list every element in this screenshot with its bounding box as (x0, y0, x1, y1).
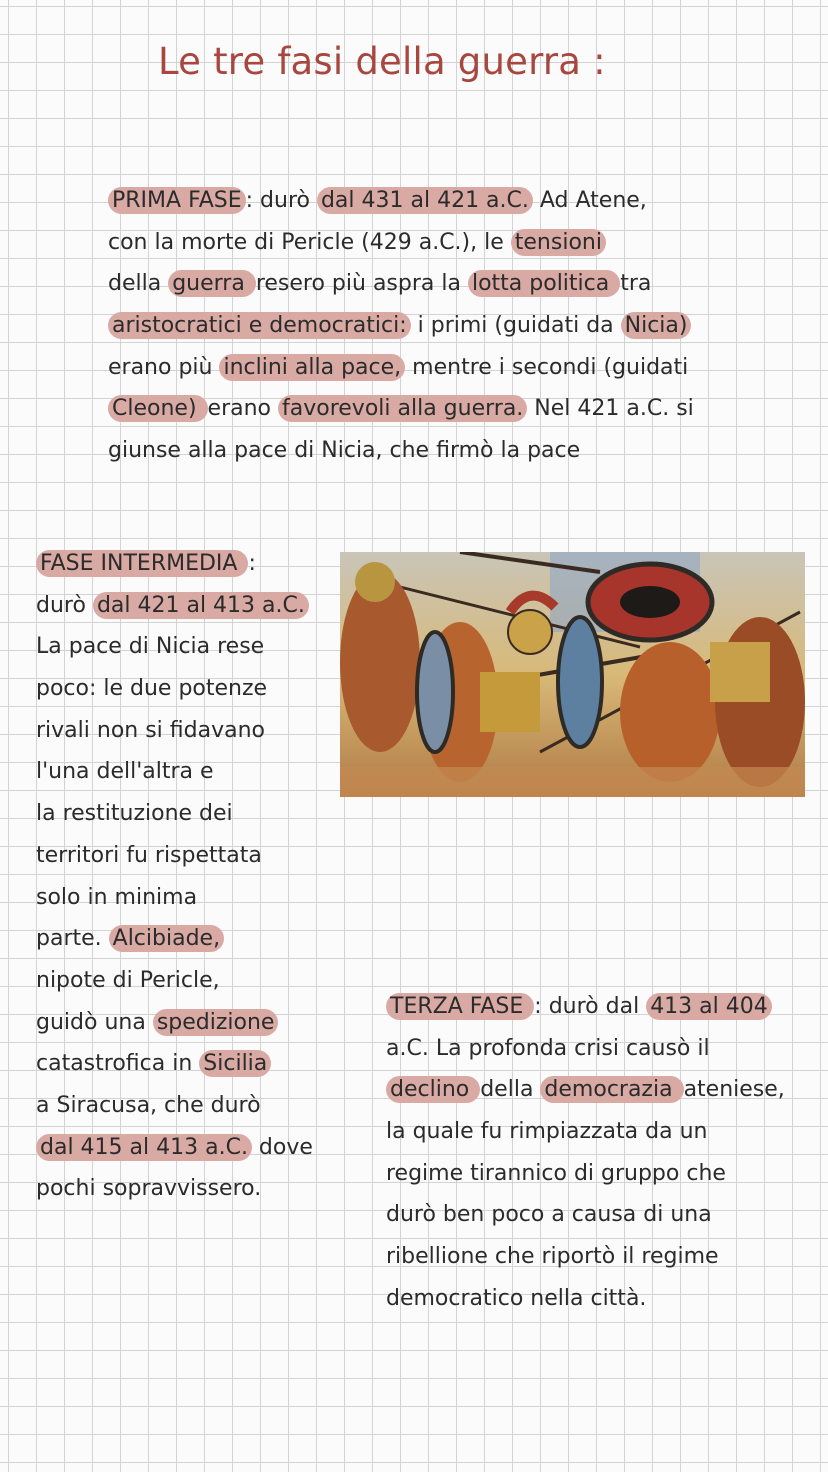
terza-fase-paragraph (386, 986, 785, 1320)
highlighted-text: dal 421 al 413 a.C. (93, 592, 309, 619)
highlighted-text: declino (386, 1076, 480, 1103)
text-line (36, 626, 313, 668)
text-segment: la quale fu rimpiazzata da un (386, 1119, 708, 1145)
highlighted-text: tensioni (511, 229, 606, 256)
text-line (36, 835, 313, 877)
highlighted-text: lotta politica (468, 270, 620, 297)
text-segment: : (248, 551, 256, 576)
text-segment: pochi sopravvissero. (36, 1176, 262, 1202)
text-segment: rivali non si fidavano (36, 717, 265, 743)
text-line (386, 1194, 785, 1236)
text-segment: erano (207, 396, 278, 422)
fase-intermedia-paragraph (36, 543, 313, 1210)
highlighted-text: spedizione (153, 1009, 279, 1036)
text-line (36, 1168, 313, 1210)
text-line (36, 585, 313, 627)
text-segment: : durò dal (534, 994, 647, 1019)
text-segment: territori fu rispettata (36, 842, 262, 868)
text-segment: parte. (36, 926, 109, 952)
text-segment: della (108, 271, 169, 297)
text-line (386, 1069, 785, 1111)
highlighted-text: democrazia (540, 1076, 683, 1103)
text-segment: regime tirannico di gruppo che (386, 1160, 726, 1186)
text-segment: ribellione che riportò il regime (386, 1244, 719, 1270)
text-line (108, 180, 694, 222)
text-line (36, 793, 313, 835)
text-line (386, 1236, 785, 1278)
text-line (36, 960, 313, 1002)
text-segment: Nel 421 a.C. si (527, 396, 694, 422)
text-line (386, 1028, 785, 1070)
page-title: Le tre fasi della guerra : (158, 40, 606, 83)
text-line (108, 222, 694, 264)
text-segment: durò ben poco a causa di una (386, 1202, 712, 1228)
text-segment: poco: le due potenze (36, 676, 268, 702)
text-segment: erano più (108, 354, 220, 380)
highlighted-text: dal 431 al 421 a.C. (317, 187, 533, 214)
highlighted-text: 413 al 404 (646, 993, 772, 1020)
text-segment: solo in minima (36, 884, 198, 910)
text-line (36, 1085, 313, 1127)
text-segment: catastrofica in (36, 1051, 200, 1077)
text-segment: dove (251, 1134, 313, 1160)
text-line (36, 751, 313, 793)
text-segment: guidò una (36, 1009, 153, 1035)
highlighted-text: PRIMA FASE (108, 187, 246, 214)
text-line (386, 1153, 785, 1195)
text-line (386, 1111, 785, 1153)
text-line (108, 388, 694, 430)
text-line (36, 543, 313, 585)
text-line (36, 1002, 313, 1044)
text-segment: ateniese, (683, 1077, 785, 1103)
text-line (36, 668, 313, 710)
prima-fase-paragraph (108, 180, 694, 472)
text-segment: con la morte di Pericle (429 a.C.), le (108, 229, 511, 255)
text-segment: La pace di Nicia rese (36, 634, 265, 660)
text-line (108, 305, 694, 347)
highlighted-text: Cleone) (108, 395, 208, 422)
text-line (108, 347, 694, 389)
highlighted-text: Alcibiade, (109, 925, 224, 952)
text-line (36, 1127, 313, 1169)
text-line (108, 430, 694, 472)
highlighted-text: FASE INTERMEDIA (36, 550, 248, 577)
text-segment: Ad Atene, (532, 188, 647, 213)
text-line (108, 263, 694, 305)
text-segment: democratico nella città. (386, 1285, 647, 1311)
text-line (36, 918, 313, 960)
text-segment: a Siracusa, che durò (36, 1092, 261, 1118)
text-line (386, 986, 785, 1028)
text-line (36, 710, 313, 752)
text-segment: mentre i secondi (guidati (405, 354, 689, 380)
highlighted-text: aristocratici e democratici: (108, 312, 411, 339)
highlighted-text: TERZA FASE (386, 993, 534, 1020)
highlighted-text: inclini alla pace, (219, 354, 405, 381)
battle-illustration (340, 552, 805, 797)
text-segment: tra (620, 271, 652, 297)
highlighted-text: dal 415 al 413 a.C. (36, 1134, 252, 1161)
text-segment: giunse alla pace di Nicia, che firmò la pace (108, 438, 581, 464)
text-segment: la restituzione dei (36, 801, 233, 827)
highlighted-text: guerra (168, 270, 256, 297)
text-segment: l'una dell'altra e (36, 759, 214, 785)
text-segment: i primi (guidati da (410, 313, 621, 339)
text-segment: a.C. La profonda crisi causò il (386, 1035, 710, 1061)
text-line (36, 877, 313, 919)
text-segment: nipote di Pericle, (36, 967, 220, 993)
text-line (386, 1278, 785, 1320)
text-segment: resero più aspra la (255, 271, 468, 297)
highlighted-text: Sicilia (199, 1050, 271, 1077)
text-segment: della (480, 1077, 541, 1103)
text-segment: durò (36, 592, 93, 618)
text-segment: : durò (245, 188, 317, 213)
highlighted-text: favorevoli alla guerra. (278, 395, 527, 422)
highlighted-text: Nicia) (621, 312, 692, 339)
text-line (36, 1043, 313, 1085)
